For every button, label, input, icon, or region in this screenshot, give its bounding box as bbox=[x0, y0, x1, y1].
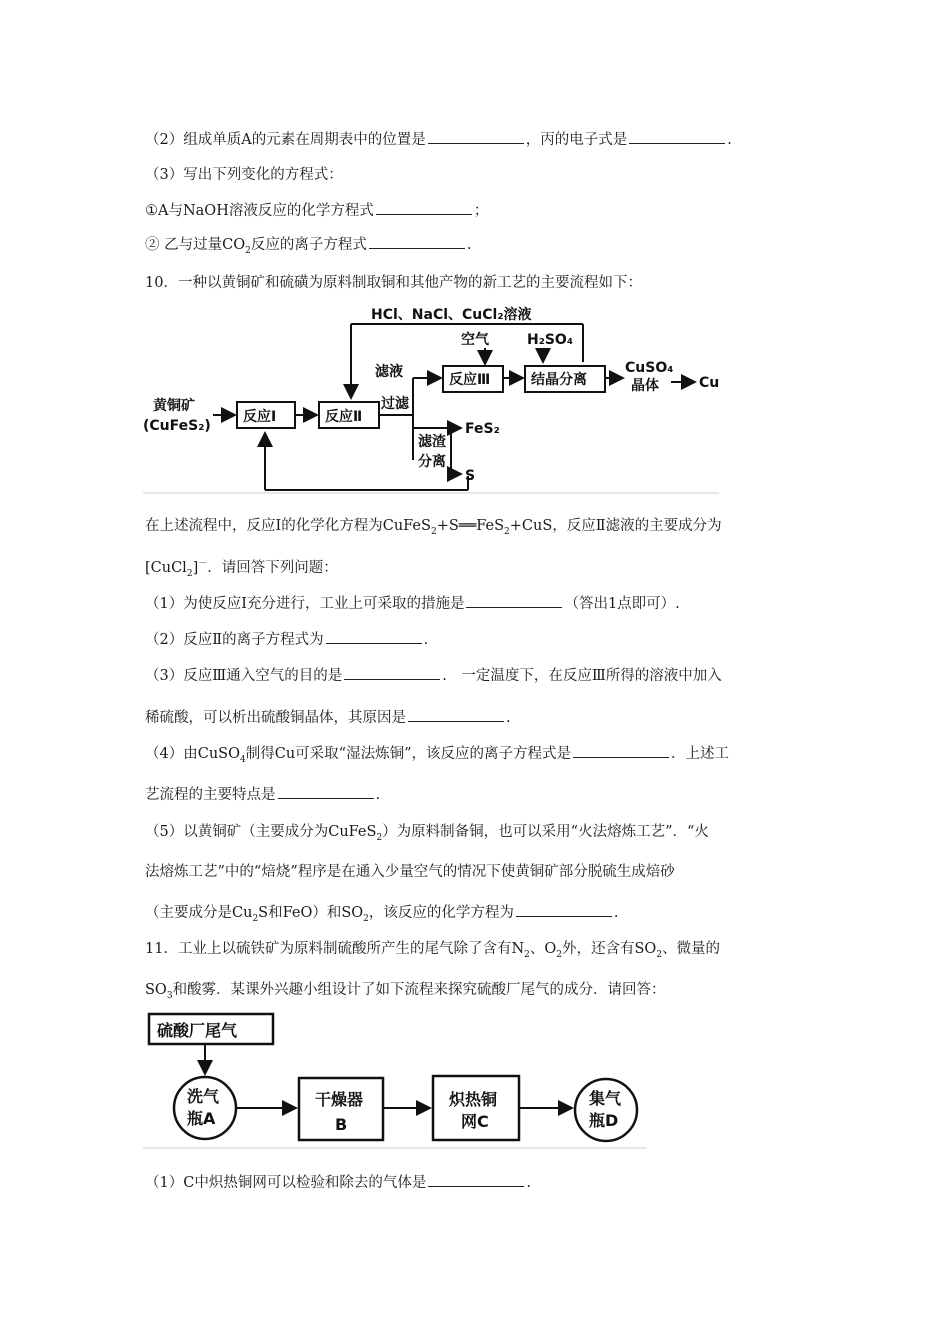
dryer-label2: B bbox=[335, 1115, 348, 1134]
text: （4）由CuSO bbox=[145, 746, 240, 762]
bottle-d-label1: 集气 bbox=[589, 1089, 622, 1108]
subscript: 2 bbox=[504, 526, 510, 537]
subscript: 2 bbox=[252, 913, 259, 924]
q10-part4-line2 bbox=[145, 783, 380, 804]
period: . bbox=[375, 787, 381, 803]
reaction1-label: 反应Ⅰ bbox=[243, 409, 277, 425]
text: +CuS，反应Ⅱ滤液的主要成分为 bbox=[509, 518, 722, 534]
subscript: 2 bbox=[656, 949, 663, 960]
tailgas-label: 硫酸厂尾气 bbox=[157, 1021, 238, 1040]
text: （5）以黄铜矿（主要成分为CuFeS bbox=[145, 824, 377, 840]
text: 在上述流程中，反应Ⅰ的化学化方程为CuFeS bbox=[145, 518, 431, 534]
text: （3）反应Ⅲ通入空气的目的是 bbox=[145, 668, 343, 684]
filtrate-label: 滤液 bbox=[375, 364, 403, 380]
text: 外，还含有SO bbox=[562, 941, 657, 957]
subscript: 2 bbox=[186, 568, 193, 579]
text: S和FeO）和SO bbox=[258, 905, 364, 921]
subscript: 2 bbox=[524, 949, 530, 960]
period: . bbox=[506, 710, 511, 726]
answer-blank[interactable] bbox=[573, 743, 669, 758]
q10-part3-line1 bbox=[145, 664, 722, 685]
cu-label: Cu bbox=[699, 375, 720, 391]
q10-part5-line2 bbox=[145, 860, 675, 881]
text: 和酸雾．某课外兴趣小组设计了如下流程来探究硫酸厂尾气的成分．请回答： bbox=[172, 982, 666, 998]
s-label: S bbox=[465, 468, 476, 484]
subscript: 2 bbox=[430, 526, 437, 537]
text: SO bbox=[145, 982, 167, 998]
text: （主要成分是Cu bbox=[145, 905, 253, 921]
bottle-a-label2: 瓶A bbox=[187, 1109, 216, 1128]
reaction3-label: 反应Ⅲ bbox=[449, 372, 491, 388]
ore-formula-label: (CuFeS₂) bbox=[143, 418, 211, 434]
dryer-label1: 干燥器 bbox=[315, 1090, 364, 1109]
crystallize-label: 结晶分离 bbox=[531, 372, 587, 388]
q11-line2 bbox=[145, 978, 666, 1001]
subscript: 4 bbox=[239, 754, 246, 765]
text: 、O bbox=[529, 941, 557, 957]
text: （1）C中炽热铜网可以检验和除去的气体是 bbox=[145, 1175, 427, 1191]
text: ] bbox=[192, 560, 199, 576]
period: . bbox=[423, 632, 429, 648]
q11-part1-line bbox=[145, 1171, 531, 1192]
q10-desc-line2 bbox=[145, 556, 338, 579]
fes2-label: FeS₂ bbox=[465, 421, 500, 437]
copper-label1: 炽热铜 bbox=[449, 1090, 498, 1109]
superscript: － bbox=[198, 559, 208, 570]
copper-process-flowchart bbox=[143, 300, 723, 496]
text: 11．工业上以硫铁矿为原料制硫酸所产生的尾气除了含有N bbox=[145, 941, 525, 957]
q10-part1-line bbox=[145, 592, 680, 613]
period: . bbox=[466, 237, 472, 253]
q9-3-1-text: ①A与NaOH溶液反应的化学方程式 bbox=[145, 203, 374, 219]
q9-part3-1-line bbox=[145, 199, 488, 220]
answer-blank[interactable] bbox=[376, 200, 472, 215]
q9-part3-line bbox=[145, 163, 343, 184]
text: ．上述工 bbox=[670, 746, 729, 762]
answer-blank[interactable] bbox=[344, 665, 440, 680]
text: 艺流程的主要特点是 bbox=[145, 787, 276, 803]
q9-part3-2-line bbox=[145, 233, 471, 256]
q9-part2-line bbox=[145, 128, 732, 149]
q10-part5-line1 bbox=[145, 820, 709, 843]
text: （1）为使反应Ⅰ充分进行，工业上可采取的措施是 bbox=[145, 596, 465, 612]
q10-part5-line3 bbox=[145, 901, 619, 924]
bottle-a-label1: 洗气 bbox=[187, 1087, 220, 1106]
period: . bbox=[526, 1175, 531, 1191]
crystal-label: 晶体 bbox=[631, 378, 659, 394]
text: 法熔炼工艺”中的“焙烧”程序是在通入少量空气的情况下使黄铜矿部分脱硫生成焙砂 bbox=[145, 864, 675, 880]
answer-blank[interactable] bbox=[428, 1172, 524, 1187]
q9-2-text-b: ，丙的电子式是 bbox=[525, 132, 628, 148]
answer-blank[interactable] bbox=[278, 784, 374, 799]
q10-title bbox=[145, 271, 642, 292]
subscript: 2 bbox=[245, 245, 251, 256]
q11-line1 bbox=[145, 937, 720, 960]
q9-3-2-text: ② 乙与过量CO bbox=[145, 237, 246, 253]
answer-blank[interactable] bbox=[369, 234, 465, 249]
q10-title-text: 10．一种以黄铜矿和硫磺为原料制取铜和其他产物的新工艺的主要流程如下： bbox=[145, 275, 642, 291]
residue-label: 滤渣 bbox=[418, 434, 446, 450]
text: ）为原料制备铜，也可以采用“火法熔炼工艺”．“火 bbox=[382, 824, 709, 840]
ore-label: 黄铜矿 bbox=[153, 398, 195, 414]
q9-3-2-text-b: 反应的离子方程式 bbox=[250, 237, 367, 253]
tailgas-apparatus-diagram bbox=[143, 1010, 649, 1152]
answer-blank[interactable] bbox=[408, 707, 504, 722]
q10-part3-line2 bbox=[145, 706, 511, 727]
semicolon: ； bbox=[473, 203, 489, 219]
text: ，该反应的化学方程为 bbox=[368, 905, 514, 921]
answer-blank[interactable] bbox=[466, 593, 562, 608]
text: +S══FeS bbox=[436, 518, 505, 534]
subscript: 2 bbox=[363, 913, 369, 924]
subscript: 2 bbox=[376, 832, 383, 843]
text: （2）反应Ⅱ的离子方程式为 bbox=[145, 632, 324, 648]
q9-3-text: （3）写出下列变化的方程式： bbox=[145, 167, 343, 183]
q9-2-text-a: （2）组成单质A的元素在周期表中的位置是 bbox=[145, 132, 426, 148]
text: （答出1点即可）. bbox=[564, 596, 680, 612]
copper-label2: 网C bbox=[461, 1112, 489, 1131]
answer-blank[interactable] bbox=[629, 129, 725, 144]
q10-part2-line bbox=[145, 628, 428, 649]
subscript: 3 bbox=[166, 990, 173, 1001]
cuso4-label: CuSO₄ bbox=[625, 360, 674, 376]
answer-blank[interactable] bbox=[326, 629, 422, 644]
text: 稀硫酸，可以析出硫酸铜晶体，其原因是 bbox=[145, 710, 406, 726]
bottle-d-label2: 瓶D bbox=[589, 1111, 619, 1130]
filter-label: 过滤 bbox=[381, 396, 409, 412]
air-label: 空气 bbox=[461, 332, 489, 348]
text: [CuCl bbox=[145, 560, 187, 576]
answer-blank[interactable] bbox=[428, 129, 524, 144]
period: . bbox=[613, 905, 619, 921]
q10-desc-line1 bbox=[145, 514, 722, 537]
h2so4-label: H₂SO₄ bbox=[527, 332, 573, 348]
q10-part4-line1 bbox=[145, 742, 729, 765]
text: 制得Cu可采取“湿法炼铜”，该反应的离子方程式是 bbox=[245, 746, 571, 762]
reagents-label: HCl、NaCl、CuCl₂溶液 bbox=[371, 307, 532, 323]
separate-label: 分离 bbox=[418, 454, 446, 470]
answer-blank[interactable] bbox=[516, 902, 612, 917]
text: . 一定温度下，在反应Ⅲ所得的溶液中加入 bbox=[442, 668, 722, 684]
subscript: 2 bbox=[556, 949, 562, 960]
text: ．请回答下列问题： bbox=[207, 560, 338, 576]
period: . bbox=[727, 132, 732, 148]
text: 、微量的 bbox=[662, 941, 721, 957]
reaction2-label: 反应Ⅱ bbox=[325, 409, 363, 425]
